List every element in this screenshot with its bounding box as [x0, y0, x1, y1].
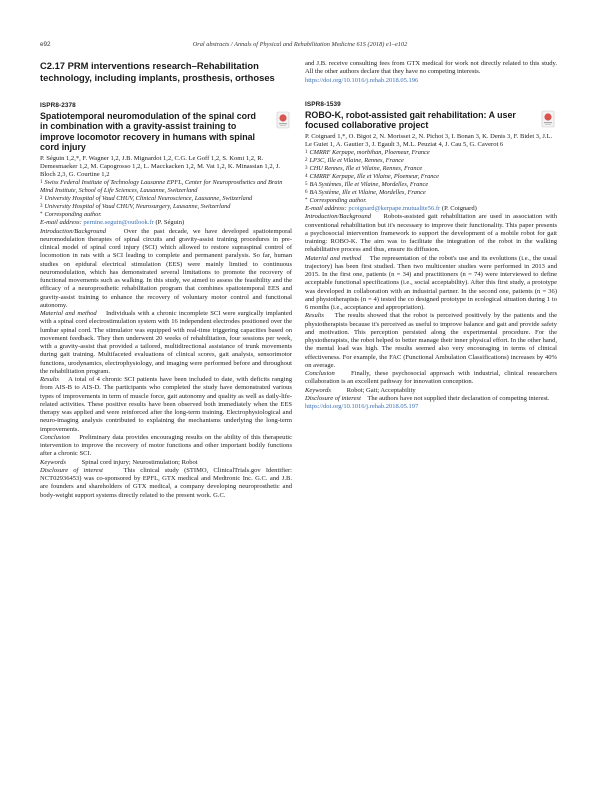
abstract-conclusion: Conclusion Finally, these psychosocial approach with industrial, clinical researchers collaboration is an excellent pathway for innovation conception.: [305, 370, 557, 386]
right-column: [305, 60, 557, 411]
abstract-results: Results The results showed that the robot is perceived positively by the patients and the physiotherapists because it's perceived as useful to improve balance and gait and provide safety and motivation. This perception persisted along the experimental procedure. For the physiotherapists, the robot helped to better manage their inner physical effort. In the other hand, the mental load was high. The results seemed also very encouraging in terms of clinical effectiveness. For example, the FAC (Functional Ambulation Classifications) increases by 40% on average.: [305, 312, 557, 369]
author-list: P. Coignard 1,*, O. Bigot 2, N. Morisset 2, N. Pichot 3, I. Bonan 3, K. Denis 3, F. Bidet 3, J.L. Le Guiet 1, A. Gautier 3, J. Egault 3, M.L. Peuziat 4, J. Cau 5, G. Caverot 6: [305, 132, 553, 148]
abstract-conclusion: Conclusion Preliminary data provides encouraging results on the ability of this therapeutic intervention to improve the recovery of motor functions and other important bodily functions after a chronic SCI.: [40, 433, 292, 458]
affiliations: [40, 179, 292, 219]
email-line: E-mail address: pcoignard@kerpape.mutualite56.fr (P. Coignard): [305, 205, 477, 213]
abstract-method: Material and method The representation of the robot's use and its evolutions (i.e., the usual trajectory) has been first studied. Then two multicenter studies were performed in 2013 and 2015. In the first one, patients (n = 34) and practitioners (n = 74) were interviewed to define acceptable functional specifications (i.e., social acceptability). After this first study, a prototype was developed in collaboration with an industrial partner. In the second one, patients (n = 36) and physiotherapists (n = 4) tested the co designed prototype in ecological situation during 1 to 6 months (i.e., acceptance and appropriation).: [305, 254, 557, 312]
affiliation-item: $^1$ CMRRF Kerpape, morbihan, Ploemeur, France: [305, 149, 430, 157]
email-link[interactable]: pernine.seguin@outlook.fr: [83, 219, 154, 227]
abstract-disclosure: Disclosure of interest The authors have not supplied their declaration of competing interest.: [305, 394, 550, 402]
affiliation-item: $^4$ CMRRF Kerpape, Ille et Vilaine, Ploemeur, France: [305, 173, 439, 181]
affiliation-item: $^5$ BA Systèmes, Ille et Vilaine, Mordelles, France: [305, 181, 429, 189]
abstract-title-block: [305, 110, 557, 131]
affiliations: [305, 149, 557, 205]
crossmark-icon[interactable]: [276, 111, 290, 129]
affiliation-item: $^2$ LP3C, Ille et Vilaine, Rennes, France: [305, 157, 404, 165]
email-line: E-mail address: pernine.seguin@outlook.fr (P. Séguin): [40, 219, 185, 227]
abstract-keywords: Keywords Robot; Gait; Acceptability: [305, 386, 416, 394]
abstract-code: ISPR8-2378: [40, 102, 76, 109]
abstract-keywords: Keywords Spinal cord injury; Neurostimulation; Robot: [40, 458, 198, 466]
affiliation-item: $^1$ Swiss Federal Institute of Technology Lausanne EPFL, Center for Neuroprosthetics and Brain Mind Institute, School of Life Sciences, Lausanne, Switzerland: [40, 179, 283, 195]
crossmark-icon[interactable]: [541, 110, 555, 128]
section-title: C2.17 PRM interventions research–Rehabilitation technology, including implants, prosthesis, orthoses: [40, 60, 275, 83]
abstract-code: ISPR8-1539: [305, 100, 341, 108]
affiliation-item: $^2$ University Hospital of Vaud CHUV, Clinical Neuroscience, Lausanne, Switzerland: [40, 195, 253, 203]
doi-link[interactable]: https://doi.org/10.1016/j.rehab.2018.05.197: [305, 403, 419, 411]
email-link[interactable]: pcoignard@kerpape.mutualite56.fr: [348, 205, 441, 213]
abstract-title-block: [40, 111, 292, 153]
page-number: e92: [40, 41, 51, 48]
abstract-title: Spatiotemporal neuromodulation of the spinal cord in combination with a gravity-assist training to improve locomotor recovery in humans with spinal cord injury: [40, 111, 256, 153]
abstract-title: ROBO-K, robot-assisted gait rehabilitation: A user focused collaborative project: [305, 109, 516, 131]
affiliation-item: $^6$ BA Système, Ille et Vilaine, Mordelles, France: [305, 189, 426, 197]
affiliation-item: $^3$ CHU Rennes, Ille et Vilaine, Rennes, France: [305, 165, 423, 173]
affiliation-item: * Corresponding author.: [40, 211, 102, 219]
abstract-intro: Introduction/Background Robots-assisted gait rehabilitation are used in association with conventional rehabilitation but it's necessary to improve their functionality. This paper presents a psychosocial intervention framework to support the development of a mobile robot for gait training: ROBO-K. The aim was to facilitate the integration of the robot in the walking rehabilitative process and thus, ensure its diffusion.: [305, 213, 558, 254]
doi-link[interactable]: https://doi.org/10.1016/j.rehab.2018.05.196: [305, 76, 419, 84]
running-header: [40, 41, 560, 53]
disclosure-continuation: and J.B. receive consulting fees from GTX medical for work not directly related to this study. All the other authors declare that they have no competing interests.: [305, 60, 557, 76]
abstract-disclosure: Disclosure of interest This clinical study (STIMO, ClinicalTrials.gov Identifier: NCT02936453) was co-sponsored by EPFL, GTX medical and Medtronic Inc. G.C. and J.B. are founders and shareholders of GTX medical, a company developing neuroprosthetic and body-weight support systems directly related to the present work. G.C.: [40, 466, 292, 499]
author-list: P. Séguin 1,2,*, F. Wagner 1,2, J.B. Mignardot 1,2, C.G. Le Goff 1,2, S. Komi 1,2, R. Demesmaeker 1,2, M. Capogrosso 1,2, L. Macckacken 1,2, M. Vat 1,2, K. Minassian 1,2, J. Bloch 2,3, G. Courtine 1,2: [40, 154, 281, 179]
abstract-method: Material and method Individuals with a chronic incomplete SCI were surgically implanted with a spinal cord electrostimulation system with 16 independent electrodes positioned over the lumbar spinal cord. The stimulator was equipped with real-time triggering capacities based on movement feedback. They then underwent 20 weeks of rehabilitation, four sessions per week, with a gravity-assist that provided a tailored, multidirectional assistance of trunk movements during gait training. Multifaceted evaluations of clinical scores, gait analysis, sensorimotor functions, urodynamics, electrophysiology, and imaging were performed before and throughout the rehabilitation program.: [40, 310, 293, 375]
affiliation-item: $^3$ University Hospital of Vaud CHUV, Neurosurgery, Lausanne, Switzerland: [40, 203, 231, 211]
left-column: [40, 60, 292, 500]
abstract-intro: Introduction/Background Over the past decade, we have developed spatiotemporal neuromodulation therapies of spinal circuits and gravity-assist training procedures in pre-clinical model of spinal cord injury (SCI) which allowed to restore supraspinal control of locomotion in rats with a SCI leading to complete and permanent paralysis. So far, human studies on epidural electrical stimulation (EES) were mainly limited to continuous neuromodulation, which has demonstrated several limitations to promote the recovery of functional movements such as walking. In this study, we aimed to assess the feasibility and the efficacy of a neuroprosthetic rehabilitation program that combines spatiotemporal EES and gravity-assist training to enhance the recovery of voluntary motor control and functional autonomy.: [40, 227, 292, 309]
journal-title: Oral abstracts / Annals of Physical and Rehabilitation Medicine 61S (2018) e1–e102: [192, 41, 408, 48]
affiliation-item: * Corresponding author.: [305, 197, 367, 205]
abstract-results: Results A total of 4 chronic SCI patients have been included to date, with deficits ranging from AIS-B to AIS-D. The participants who completed the study have demonstrated various types of improvements in term of muscle force, gait autonomy and quality as well as daily-life-related activities. These positive results have been observed both immediately when the EES therapy was applied and were reinforced after the long-term training. Electrophysiological and neuro-imaging analysis contributed to explaining the mechanisms underlying the long-term improvements.: [40, 376, 292, 433]
